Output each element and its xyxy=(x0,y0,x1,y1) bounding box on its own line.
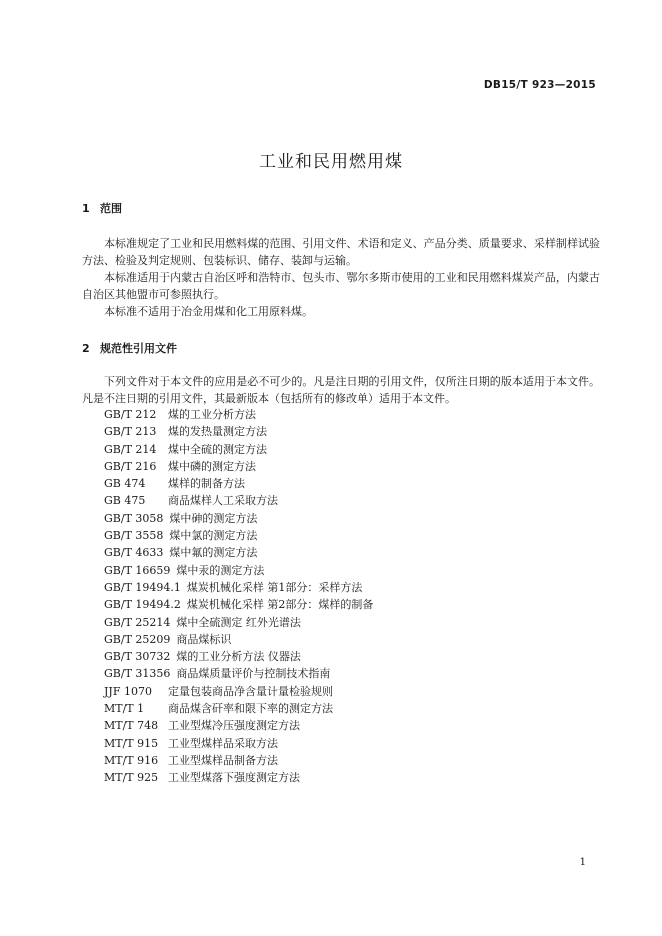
reference-item xyxy=(104,441,373,458)
reference-code: GB 474 xyxy=(104,477,146,491)
reference-item xyxy=(104,631,373,648)
reference-code: GB/T 216 xyxy=(104,459,157,473)
reference-code: JJF 1070 xyxy=(104,684,152,698)
reference-item xyxy=(104,544,373,561)
scope-paragraph-1: 本标准规定了工业和民用燃料煤的范围、引用文件、术语和定义、产品分类、质量要求、采样制样试验方法、检验及判定规则、包装标识、储存、装卸与运输。 xyxy=(82,237,600,267)
reference-title: 煤中磷的测定方法 xyxy=(168,459,256,473)
section-heading-scope xyxy=(82,200,122,216)
page-number: 1 xyxy=(579,857,586,868)
reference-code: MT/T 925 xyxy=(104,771,159,785)
reference-item xyxy=(104,423,373,440)
reference-title: 商品煤标识 xyxy=(176,632,232,646)
reference-item xyxy=(104,458,373,475)
reference-code: GB/T 30732 xyxy=(104,650,171,664)
section-title: 范围 xyxy=(100,202,122,215)
reference-title: 煤中氯的测定方法 xyxy=(169,529,258,543)
reference-list xyxy=(104,406,373,787)
reference-code: GB/T 31356 xyxy=(104,667,171,681)
reference-title: 商品煤质量评价与控制技术指南 xyxy=(176,667,331,681)
scope-paragraph-3: 本标准不适用于冶金用煤和化工用原料煤。 xyxy=(104,305,313,318)
reference-title: 商品煤含矸率和限下率的测定方法 xyxy=(168,702,333,716)
reference-code: GB/T 212 xyxy=(104,408,157,421)
reference-title: 工业型煤样品采取方法 xyxy=(168,736,278,750)
reference-code: MT/T 1 xyxy=(104,702,145,716)
reference-code: MT/T 915 xyxy=(104,736,159,750)
reference-code: GB/T 213 xyxy=(104,425,157,439)
reference-title: 煤中全硫的测定方法 xyxy=(168,442,267,456)
reference-title: 煤炭机械化采样 第2部分：煤样的制备 xyxy=(186,598,374,612)
reference-item xyxy=(104,648,373,665)
reference-item xyxy=(104,735,373,752)
references-intro-paragraph: 下列文件对于本文件的应用是必不可少的。凡是注日期的引用文件，仅所注日期的版本适用于本文件。凡是不注日期的引用文件，其最新版本（包括所有的修改单）适用于本文件。 xyxy=(82,375,600,405)
reference-item xyxy=(104,492,373,509)
reference-item xyxy=(104,475,373,492)
reference-code: GB/T 25209 xyxy=(104,632,171,646)
reference-code: GB 475 xyxy=(104,494,146,508)
reference-item xyxy=(104,752,373,769)
reference-title: 煤中全硫测定 红外光谱法 xyxy=(176,615,301,629)
reference-title: 煤炭机械化采样 第1部分：采样方法 xyxy=(186,580,363,594)
reference-title: 商品煤样人工采取方法 xyxy=(168,494,278,508)
section-heading-normative-references xyxy=(82,340,177,356)
reference-item xyxy=(104,562,373,579)
reference-title: 煤中氟的测定方法 xyxy=(169,546,258,560)
section-title: 规范性引用文件 xyxy=(100,342,177,355)
reference-title: 煤的发热量测定方法 xyxy=(168,425,267,439)
reference-item xyxy=(104,769,373,786)
reference-title: 定量包装商品净含量计量检验规则 xyxy=(168,684,333,698)
reference-code: MT/T 916 xyxy=(104,753,159,767)
reference-title: 煤的工业分析方法 仪器法 xyxy=(176,650,301,664)
reference-item xyxy=(104,579,373,596)
reference-title: 工业型煤冷压强度测定方法 xyxy=(168,719,300,733)
scope-paragraph-2: 本标准适用于内蒙古自治区呼和浩特市、包头市、鄂尔多斯市使用的工业和民用燃料煤炭产品，内蒙古自治区其他盟市可参照执行。 xyxy=(82,271,600,301)
reference-code: GB/T 25214 xyxy=(104,615,171,629)
reference-item xyxy=(104,406,373,423)
reference-title: 煤样的制备方法 xyxy=(168,477,245,491)
reference-item xyxy=(104,665,373,682)
reference-title: 煤的工业分析方法 xyxy=(168,408,256,421)
reference-code: GB/T 214 xyxy=(104,442,157,456)
document-code: DB15/T 923—2015 xyxy=(483,79,596,91)
reference-code: GB/T 4633 xyxy=(104,546,164,560)
reference-code: GB/T 19494.1 xyxy=(104,580,181,594)
reference-item xyxy=(104,596,373,613)
document-title: 工业和民用燃用煤 xyxy=(259,152,403,172)
reference-item xyxy=(104,527,373,544)
reference-code: GB/T 3058 xyxy=(104,511,164,525)
section-number: 2 xyxy=(82,342,90,355)
reference-title: 煤中汞的测定方法 xyxy=(176,563,265,577)
section-number: 1 xyxy=(82,202,90,215)
reference-item xyxy=(104,614,373,631)
reference-code: GB/T 19494.2 xyxy=(104,598,181,612)
reference-code: GB/T 3558 xyxy=(104,529,164,543)
reference-code: MT/T 748 xyxy=(104,719,159,733)
reference-code: GB/T 16659 xyxy=(104,563,171,577)
reference-item xyxy=(104,700,373,717)
reference-title: 工业型煤样品制备方法 xyxy=(168,753,278,767)
reference-item xyxy=(104,717,373,734)
reference-title: 工业型煤落下强度测定方法 xyxy=(168,771,300,785)
reference-title: 煤中砷的测定方法 xyxy=(169,511,258,525)
reference-item xyxy=(104,510,373,527)
reference-item xyxy=(104,683,373,700)
